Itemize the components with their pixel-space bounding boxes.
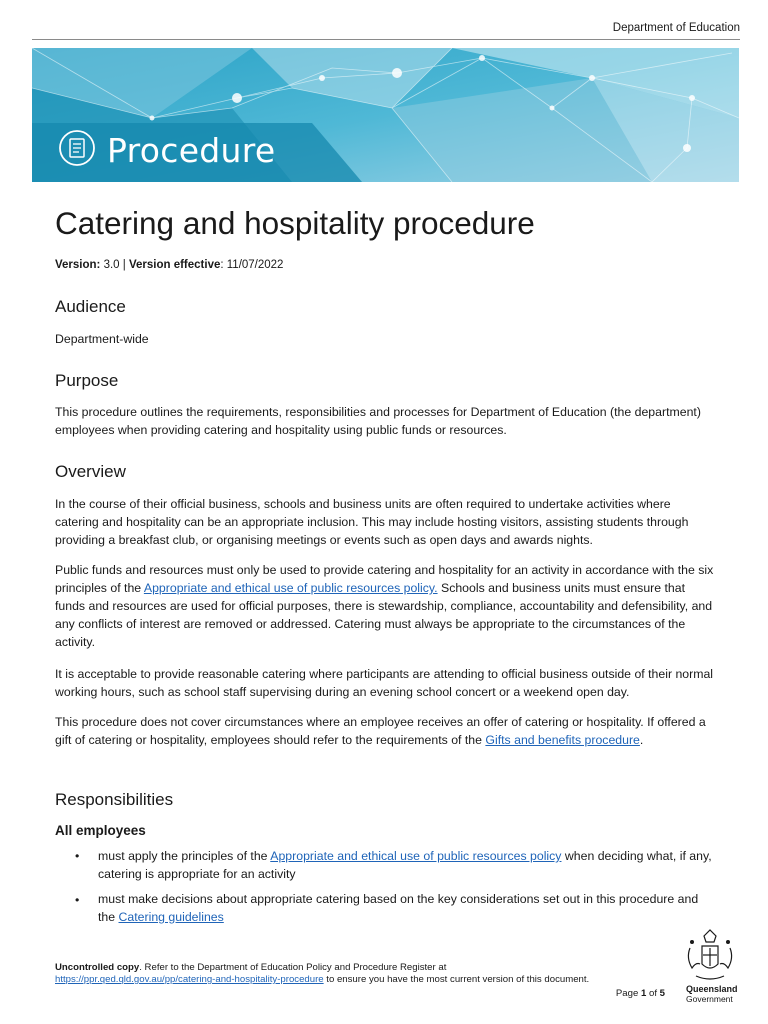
catering-guidelines-link[interactable]: Catering guidelines bbox=[118, 910, 224, 924]
version-effective-value: : 11/07/2022 bbox=[220, 259, 284, 271]
resources-policy-link[interactable]: Appropriate and ethical use of public resources policy. bbox=[143, 581, 438, 595]
responsibilities-heading: Responsibilities bbox=[55, 790, 174, 809]
overview-p4-text-after: . bbox=[639, 733, 644, 747]
bullet-1-text-after: when deciding what, if any, catering is appropriate for an activity bbox=[98, 849, 712, 881]
bullet-1-text-before: must apply the principles of the bbox=[98, 849, 271, 863]
bullet-2-text-before: must make decisions about appropriate catering based on the key considerations set out in this procedure and the bbox=[98, 892, 699, 924]
overview-paragraph-3: It is acceptable to provide reasonable catering where participants are attending to official business outside of their normal working hours, such as school staff supervising during an evening school concert or a weekend open day. bbox=[55, 667, 714, 699]
list-item bbox=[98, 890, 718, 926]
queensland-coat-of-arms-icon bbox=[680, 928, 740, 984]
department-name: Department of Education bbox=[612, 22, 740, 34]
page-label: Page bbox=[615, 988, 641, 999]
overview-p4-text-before: This procedure does not cover circumstances where an employee receives an offer of catering or hospitality. If offered a gift of catering or hospitality, employees should refer to the requirements of the bbox=[55, 715, 706, 747]
bullet-marker: • bbox=[75, 893, 80, 907]
overview-paragraph-2 bbox=[55, 561, 715, 651]
uncontrolled-copy-label: Uncontrolled copy bbox=[55, 962, 140, 973]
page-current: 1 bbox=[640, 988, 647, 999]
purpose-heading: Purpose bbox=[55, 371, 119, 390]
overview-heading: Overview bbox=[55, 462, 126, 481]
audience-heading: Audience bbox=[55, 297, 126, 316]
overview-paragraph-1: In the course of their official business, schools and business units are often required to undertake activities where catering and hospitality can be an appropriate inclusion. This may include hosting visitors, assisting students through providing a breakfast club, or organising meetings or events such as open days and awards nights. bbox=[55, 497, 689, 547]
page-number bbox=[616, 988, 665, 999]
page-of: of bbox=[646, 988, 660, 999]
version-effective-label: Version effective bbox=[128, 259, 221, 271]
version-label: Version: bbox=[55, 259, 101, 271]
page-footer bbox=[55, 962, 675, 986]
audience-text: Department-wide bbox=[55, 332, 149, 346]
banner-title: Procedure bbox=[107, 131, 276, 170]
list-item bbox=[98, 847, 718, 883]
footer-text-2: to ensure you have the most current version of this document. bbox=[323, 974, 590, 985]
logo-government: Government bbox=[686, 994, 733, 1004]
overview-p2-text-after: Schools and business units must ensure that funds and resources are used for official purposes, there is stewardship, compliance, accountability and defensibility, and any conflicts of interest are removed or addressed. Catering must always be appropriate to the circumstances of the activity. bbox=[55, 581, 713, 649]
footer-text: . Refer to the Department of Education Policy and Procedure Register at bbox=[139, 962, 447, 973]
version-value: 3.0 | bbox=[100, 259, 129, 271]
page-total: 5 bbox=[659, 988, 665, 999]
version-line bbox=[55, 259, 283, 271]
bullet-marker: • bbox=[75, 849, 80, 863]
logo-name: Queensland bbox=[686, 984, 738, 994]
page-title: Catering and hospitality procedure bbox=[55, 205, 535, 241]
resources-policy-link[interactable]: Appropriate and ethical use of public resources policy bbox=[270, 849, 562, 863]
page-header bbox=[32, 14, 740, 40]
overview-paragraph-4 bbox=[55, 713, 715, 749]
clipboard-checklist-icon bbox=[58, 129, 96, 167]
purpose-text: This procedure outlines the requirements, responsibilities and processes for Department of Education (the department) employees when providing catering and hospitality using public funds or resources. bbox=[55, 405, 701, 437]
all-employees-heading: All employees bbox=[55, 823, 146, 838]
overview-p2-text-before: Public funds and resources must only be used to provide catering and hospitality for an activity in accordance with the six principles of the bbox=[55, 563, 714, 595]
register-url-link[interactable]: https://ppr.qed.qld.gov.au/pp/catering-and-hospitality-procedure bbox=[55, 974, 324, 985]
gifts-benefits-procedure-link[interactable]: Gifts and benefits procedure bbox=[485, 733, 640, 747]
